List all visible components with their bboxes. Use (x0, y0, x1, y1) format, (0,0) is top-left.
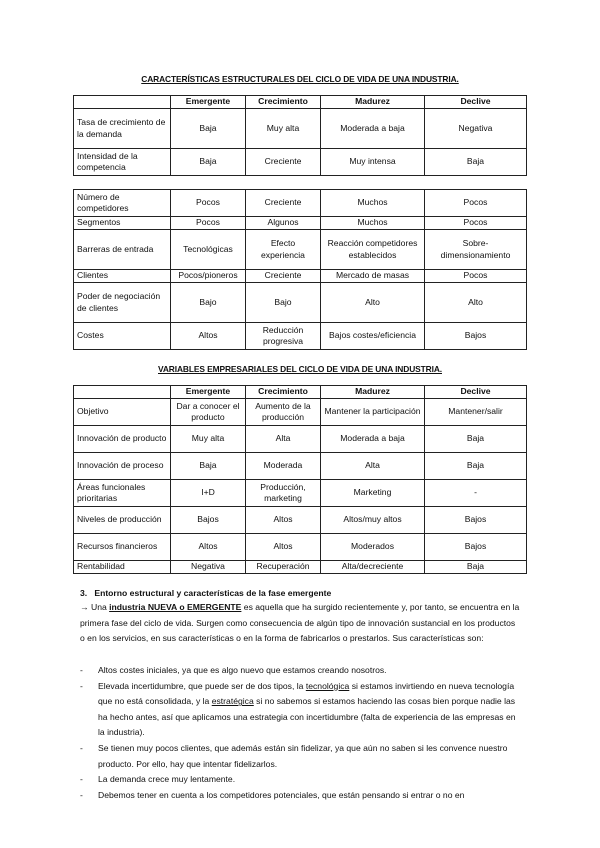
header-cell: Declive (425, 386, 527, 399)
row-label: Tasa de crecimiento de la demanda (74, 109, 171, 149)
row-label: Rentabilidad (74, 561, 171, 574)
table-cell: Alta (246, 426, 321, 453)
row-label: Poder de negociación de clientes (74, 283, 171, 323)
table-cell: Creciente (246, 270, 321, 283)
underlined-term: tecnológica (305, 680, 350, 691)
row-label: Segmentos (74, 217, 171, 230)
list-item-text: si no sabemos si estamos haciendo las cosas bien porque nadie las ha hecho antes, así que aplicamos una estrategia con incertidumbre (falta de experiencia de las empresas en la industria). (98, 696, 516, 738)
table-cell: Alta/decreciente (321, 561, 425, 574)
row-label: Costes (74, 323, 171, 350)
table-row (74, 270, 527, 283)
table-cell: Producción, marketing (246, 480, 321, 507)
dash-bullet: - (80, 665, 83, 675)
table-cell: Moderada a baja (321, 426, 425, 453)
table-cell: Alto (321, 283, 425, 323)
table-cell: Muchos (321, 217, 425, 230)
header-cell: Emergente (171, 386, 246, 399)
list-item (80, 679, 520, 741)
table-cell: Altos (171, 323, 246, 350)
list-item-text: si estamos invirtiendo en nueva tecnología que no está consolidada, y la (98, 680, 515, 707)
table-cell: Altos/muy altos (321, 507, 425, 534)
table-cell: Muy alta (246, 109, 321, 149)
table-row (74, 149, 527, 176)
table-row (74, 453, 527, 480)
section-number: 3. (80, 588, 88, 598)
table-cell: Muy alta (171, 426, 246, 453)
structural-title: CARACTERÍSTICAS ESTRUCTURALES DEL CICLO DE VIDA DE UNA INDUSTRIA. (141, 74, 459, 84)
row-label: Innovación de proceso (74, 453, 171, 480)
header-cell: Crecimiento (246, 96, 321, 109)
table-cell: Baja (171, 453, 246, 480)
table-cell: Mercado de masas (321, 270, 425, 283)
table-cell: Tecnológicas (171, 230, 246, 270)
list-item (80, 741, 520, 772)
table-cell: Algunos (246, 217, 321, 230)
intro-paragraph (80, 600, 520, 647)
table-row (74, 426, 527, 453)
list-item-text: Altos costes iniciales, ya que es algo nuevo que estamos creando nosotros. (98, 665, 387, 675)
table-row (74, 534, 527, 561)
table-cell: Altos (246, 507, 321, 534)
list-item (80, 663, 520, 679)
table-cell: Muchos (321, 190, 425, 217)
table-cell: Efecto experiencia (246, 230, 321, 270)
row-label: Objetivo (74, 399, 171, 426)
structural-table-1 (73, 95, 527, 176)
table-cell: I+D (171, 480, 246, 507)
table-cell: Sobre-dimensionamiento (425, 230, 527, 270)
table-cell: Marketing (321, 480, 425, 507)
table-cell: Reacción competidores establecidos (321, 230, 425, 270)
table-cell: Moderados (321, 534, 425, 561)
underlined-term: estratégica (211, 696, 254, 707)
table-cell: Pocos (425, 190, 527, 217)
arrow-icon: → (80, 602, 89, 612)
table-cell: Pocos (425, 217, 527, 230)
row-label: Recursos financieros (74, 534, 171, 561)
header-cell: Madurez (321, 96, 425, 109)
table-cell: Pocos (171, 190, 246, 217)
table-row (74, 217, 527, 230)
row-label: Clientes (74, 270, 171, 283)
table-cell: Alta (321, 453, 425, 480)
table-cell: Dar a conocer el producto (171, 399, 246, 426)
table-cell: Creciente (246, 190, 321, 217)
header-cell: Crecimiento (246, 386, 321, 399)
business-table (73, 385, 527, 574)
table-cell: Bajos (425, 534, 527, 561)
table-row (74, 283, 527, 323)
header-cell: Declive (425, 96, 527, 109)
intro-text-b: es aquella que ha surgido recientemente y, por tanto, se encuentra en la primera fase del ciclo de vida. Surgen como consecuencia de algún tipo de innovación sustancial en los productos o en los servicios, en sus características o en la forma de fabricarlos o prestarlos. Sus características son: (80, 602, 520, 644)
table-cell: Altos (246, 534, 321, 561)
table-cell: Pocos (171, 217, 246, 230)
row-label: Intensidad de la competencia (74, 149, 171, 176)
structural-table-2 (73, 189, 527, 350)
table-cell: Mantener la participación (321, 399, 425, 426)
table-cell: Moderada a baja (321, 109, 425, 149)
table-cell: Muy intensa (321, 149, 425, 176)
table-cell: Alto (425, 283, 527, 323)
dash-bullet: - (80, 742, 83, 753)
table-row (74, 190, 527, 217)
dash-bullet: - (80, 680, 83, 691)
row-label: Niveles de producción (74, 507, 171, 534)
list-item-text: Se tienen muy pocos clientes, que además están sin fidelizar, ya que aún no saben si les convence nuestro producto. Por ello, hay que intentar fidelizarlos. (98, 742, 508, 769)
header-cell (74, 96, 171, 109)
business-title: VARIABLES EMPRESARIALES DEL CICLO DE VIDA DE UNA INDUSTRIA. (158, 364, 442, 374)
table-cell: Creciente (246, 149, 321, 176)
table-cell: Negativa (171, 561, 246, 574)
table-row (74, 507, 527, 534)
table-cell: Pocos (425, 270, 527, 283)
table-cell: Baja (425, 149, 527, 176)
table-cell: Bajo (246, 283, 321, 323)
header-cell (74, 386, 171, 399)
dash-bullet: - (80, 774, 83, 785)
table-cell: Recuperación (246, 561, 321, 574)
table-cell: Moderada (246, 453, 321, 480)
table-cell: Reducción progresiva (246, 323, 321, 350)
table-cell: Baja (171, 109, 246, 149)
table-cell: Baja (425, 453, 527, 480)
table-row (74, 480, 527, 507)
list-item-text: La demanda crece muy lentamente. (98, 774, 236, 785)
list-item-text: Debemos tener en cuenta a los competidores potenciales, que están pensando si entrar o no en (98, 789, 465, 800)
row-label: Número de competidores (74, 190, 171, 217)
table-cell: Bajos costes/eficiencia (321, 323, 425, 350)
table-cell: Baja (425, 561, 527, 574)
row-label: Áreas funcionales prioritarias (74, 480, 171, 507)
table-cell: Baja (171, 149, 246, 176)
table-cell: Baja (425, 426, 527, 453)
header-cell: Madurez (321, 386, 425, 399)
section-title: Entorno estructural y características de la fase emergente (94, 588, 332, 598)
dash-bullet: - (80, 789, 83, 800)
header-cell: Emergente (171, 96, 246, 109)
list-item-text: Elevada incertidumbre, que puede ser de dos tipos, la (98, 680, 304, 691)
table-row (74, 323, 527, 350)
list-item (80, 772, 520, 788)
table-cell: Aumento de la producción (246, 399, 321, 426)
row-label: Barreras de entrada (74, 230, 171, 270)
characteristics-list (80, 663, 520, 803)
table-row (74, 230, 527, 270)
list-item (80, 788, 520, 804)
table-cell: Pocos/pioneros (171, 270, 246, 283)
table-cell: Mantener/salir (425, 399, 527, 426)
intro-term: industria NUEVA o EMERGENTE (109, 602, 242, 612)
table-row (74, 561, 527, 574)
intro-text-a: Una (90, 602, 107, 612)
row-label: Innovación de producto (74, 426, 171, 453)
table-cell: Bajos (425, 507, 527, 534)
section-heading (80, 588, 331, 598)
table-row (74, 399, 527, 426)
table-cell: Altos (171, 534, 246, 561)
table-cell: Negativa (425, 109, 527, 149)
table-cell: - (425, 480, 527, 507)
table-cell: Bajos (425, 323, 527, 350)
table-cell: Bajo (171, 283, 246, 323)
table-cell: Bajos (171, 507, 246, 534)
table-row (74, 109, 527, 149)
